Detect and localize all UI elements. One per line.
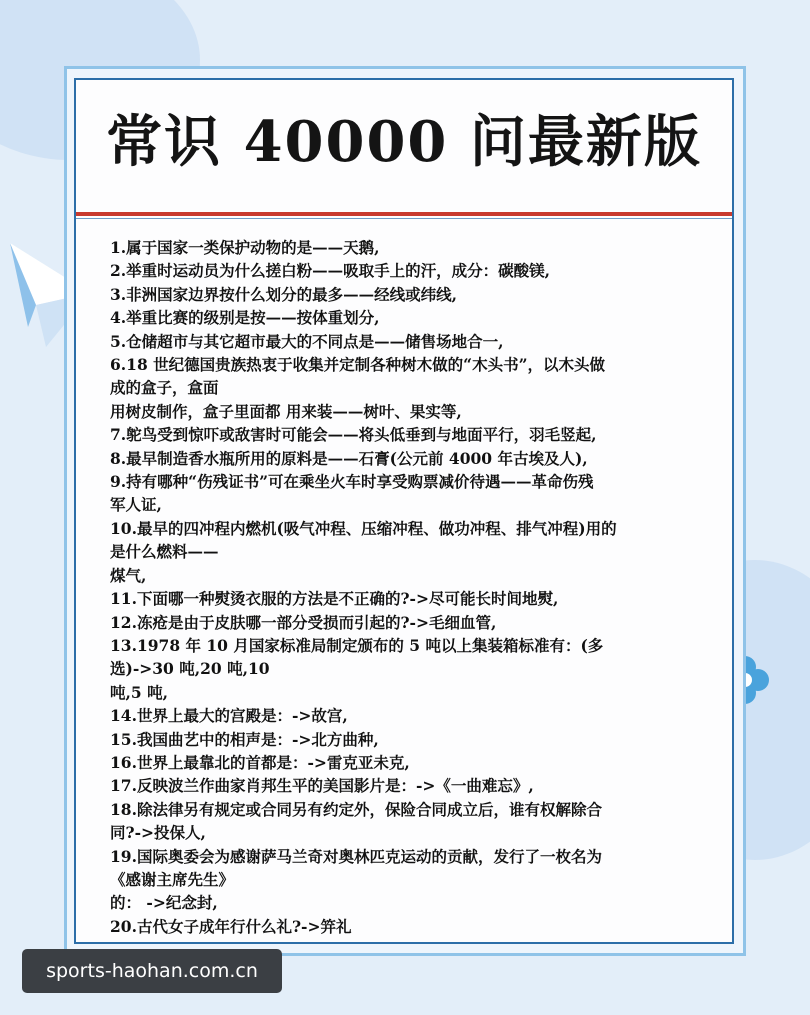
text-line: 《感谢主席先生》 (110, 869, 235, 889)
text-line: 17.反映波兰作曲家肖邦生平的美国影片是：->《一曲难忘》, (110, 776, 534, 796)
text-line: 10.最早的四冲程内燃机(吸气冲程、压缩冲程、做功冲程、排气冲程)用的 (110, 518, 617, 538)
text-line: 7.鸵鸟受到惊吓或敌害时可能会——将头低垂到与地面平行，羽毛竖起, (110, 425, 597, 445)
text-line: 20.古代女子成年行什么礼?->笄礼 (110, 916, 352, 936)
text-line: 16.世界上最靠北的首都是：->雷克亚未克, (110, 752, 410, 772)
text-line: 煤气, (110, 565, 147, 585)
text-line: 军人证, (110, 495, 162, 515)
title-divider-thin (76, 218, 732, 219)
text-line: 9.持有哪种“伤残证书”可在乘坐火车时享受购票减价待遇——革命伤残 (110, 472, 594, 492)
text-line: 2.举重时运动员为什么搓白粉——吸取手上的汗，成分：碳酸镁, (110, 261, 551, 281)
text-line: 成的盒子，盒面 (110, 378, 219, 398)
text-line: 15.我国曲艺中的相声是：->北方曲种, (110, 729, 379, 749)
page-title: 常识 40000 问最新版 (106, 109, 702, 175)
text-line: 18.除法律另有规定或合同另有约定外，保险合同成立后，谁有权解除合 (110, 799, 602, 819)
text-line: 的： ->纪念封, (110, 893, 218, 913)
text-line: 是什么燃料—— (110, 542, 219, 562)
text-line: 19.国际奥委会为感谢萨马兰奇对奥林匹克运动的贡献，发行了一枚名为 (110, 846, 602, 866)
title-divider (76, 212, 732, 216)
text-line: 3.非洲国家边界按什么划分的最多——经线或纬线, (110, 284, 458, 304)
text-line: 1.属于国家一类保护动物的是——天鹅, (110, 238, 380, 257)
text-line: 11.下面哪一种熨烫衣服的方法是不正确的?->尽可能长时间地熨, (110, 589, 559, 609)
text-line: 13.1978 年 10 月国家标准局制定颁布的 5 吨以上集装箱标准有：(多 (110, 635, 604, 655)
text-line: 选)->30 吨,20 吨,10 (110, 659, 270, 679)
text-line: 吨,5 吨, (110, 682, 168, 702)
qa-list (110, 236, 720, 938)
watermark-badge: sports-haohan.com.cn (22, 949, 282, 993)
text-line: 14.世界上最大的宫殿是：->故宫, (110, 706, 348, 726)
text-line: 6.18 世纪德国贵族热衷于收集并定制各种树木做的“木头书”，以木头做 (110, 355, 605, 375)
text-line: 4.举重比赛的级别是按——按体重划分, (110, 308, 380, 328)
text-line: 用树皮制作，盒子里面都 用来装——树叶、果实等, (110, 401, 462, 421)
text-line: 12.冻疮是由于皮肤哪一部分受损而引起的?->毛细血管, (110, 612, 497, 632)
text-line: 同?->投保人, (110, 823, 206, 843)
text-line: 5.仓储超市与其它超市最大的不同点是——储售场地合一, (110, 331, 504, 351)
text-line: 8.最早制造香水瓶所用的原料是——石膏(公元前 4000 年古埃及人), (110, 448, 588, 468)
